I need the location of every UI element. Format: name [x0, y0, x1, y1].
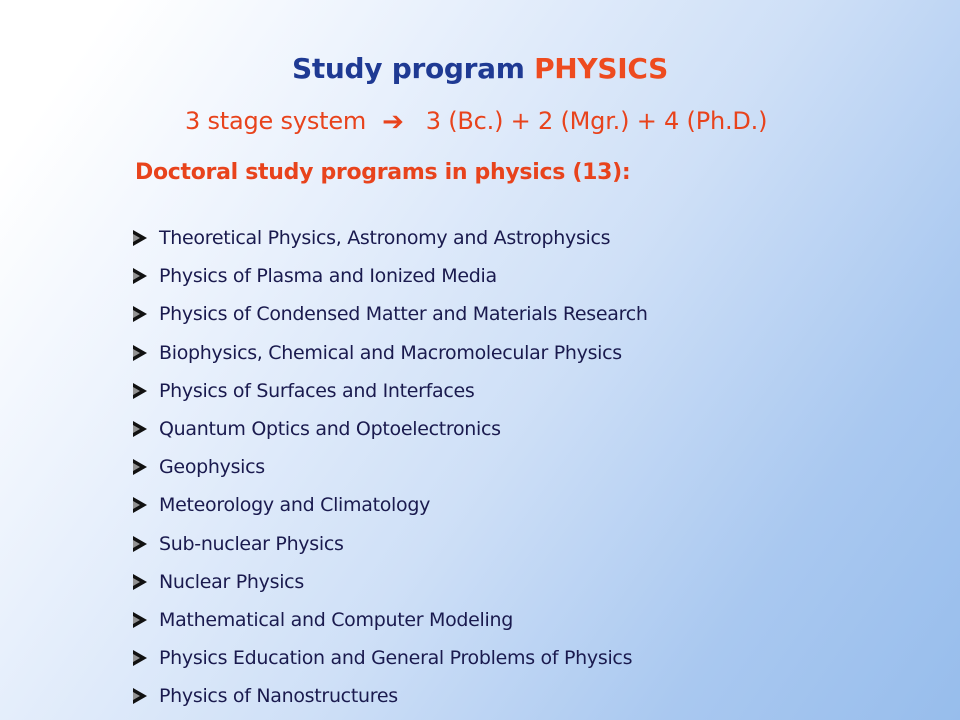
- list-item: [133, 677, 648, 715]
- slide-title: [0, 52, 960, 85]
- arrowhead-bullet-icon: [133, 497, 147, 513]
- list-item-label: Biophysics, Chemical and Macromolecular Physics: [159, 341, 622, 364]
- list-item-label: Physics Education and General Problems of Physics: [159, 647, 633, 670]
- list-item-label: Physics of Nanostructures: [159, 685, 398, 708]
- arrowhead-bullet-icon: [133, 612, 147, 628]
- arrowhead-bullet-icon: [133, 459, 147, 475]
- list-item-label: Physics of Condensed Matter and Materials Research: [159, 303, 648, 326]
- list-item: [133, 219, 648, 257]
- list-item-label: Physics of Surfaces and Interfaces: [159, 379, 475, 402]
- arrowhead-bullet-icon: [133, 650, 147, 666]
- arrowhead-bullet-icon: [133, 345, 147, 361]
- slide-subtitle: [185, 106, 767, 136]
- list-item: [133, 639, 648, 677]
- list-item: [133, 601, 648, 639]
- list-item: [133, 372, 648, 410]
- arrowhead-bullet-icon: [133, 306, 147, 322]
- subtitle-right: 3 (Bc.) + 2 (Mgr.) + 4 (Ph.D.): [425, 107, 768, 135]
- list-item: [133, 334, 648, 372]
- list-item-label: Meteorology and Climatology: [159, 494, 431, 517]
- list-item: [133, 295, 648, 333]
- arrowhead-bullet-icon: [133, 383, 147, 399]
- list-item: [133, 563, 648, 601]
- arrowhead-bullet-icon: [133, 536, 147, 552]
- list-item: [133, 448, 648, 486]
- list-item-label: Sub-nuclear Physics: [159, 532, 344, 555]
- section-heading: Doctoral study programs in physics (13):: [135, 160, 631, 185]
- title-accent: PHYSICS: [534, 52, 669, 85]
- list-item-label: Mathematical and Computer Modeling: [159, 608, 514, 631]
- list-item: [133, 410, 648, 448]
- arrowhead-bullet-icon: [133, 688, 147, 704]
- arrow-right-icon: ➔: [382, 107, 404, 137]
- subtitle-left: 3 stage system: [185, 107, 367, 135]
- list-item-label: Quantum Optics and Optoelectronics: [159, 418, 501, 441]
- program-list: [133, 219, 648, 715]
- list-item: [133, 486, 648, 524]
- list-item: [133, 525, 648, 563]
- list-item-label: Theoretical Physics, Astronomy and Astrophysics: [159, 227, 611, 250]
- list-item-label: Geophysics: [159, 456, 265, 479]
- arrowhead-bullet-icon: [133, 230, 147, 246]
- list-item-label: Physics of Plasma and Ionized Media: [159, 265, 497, 288]
- arrowhead-bullet-icon: [133, 421, 147, 437]
- arrowhead-bullet-icon: [133, 268, 147, 284]
- list-item-label: Nuclear Physics: [159, 570, 304, 593]
- title-prefix: Study program: [291, 52, 535, 85]
- arrowhead-bullet-icon: [133, 574, 147, 590]
- list-item: [133, 257, 648, 295]
